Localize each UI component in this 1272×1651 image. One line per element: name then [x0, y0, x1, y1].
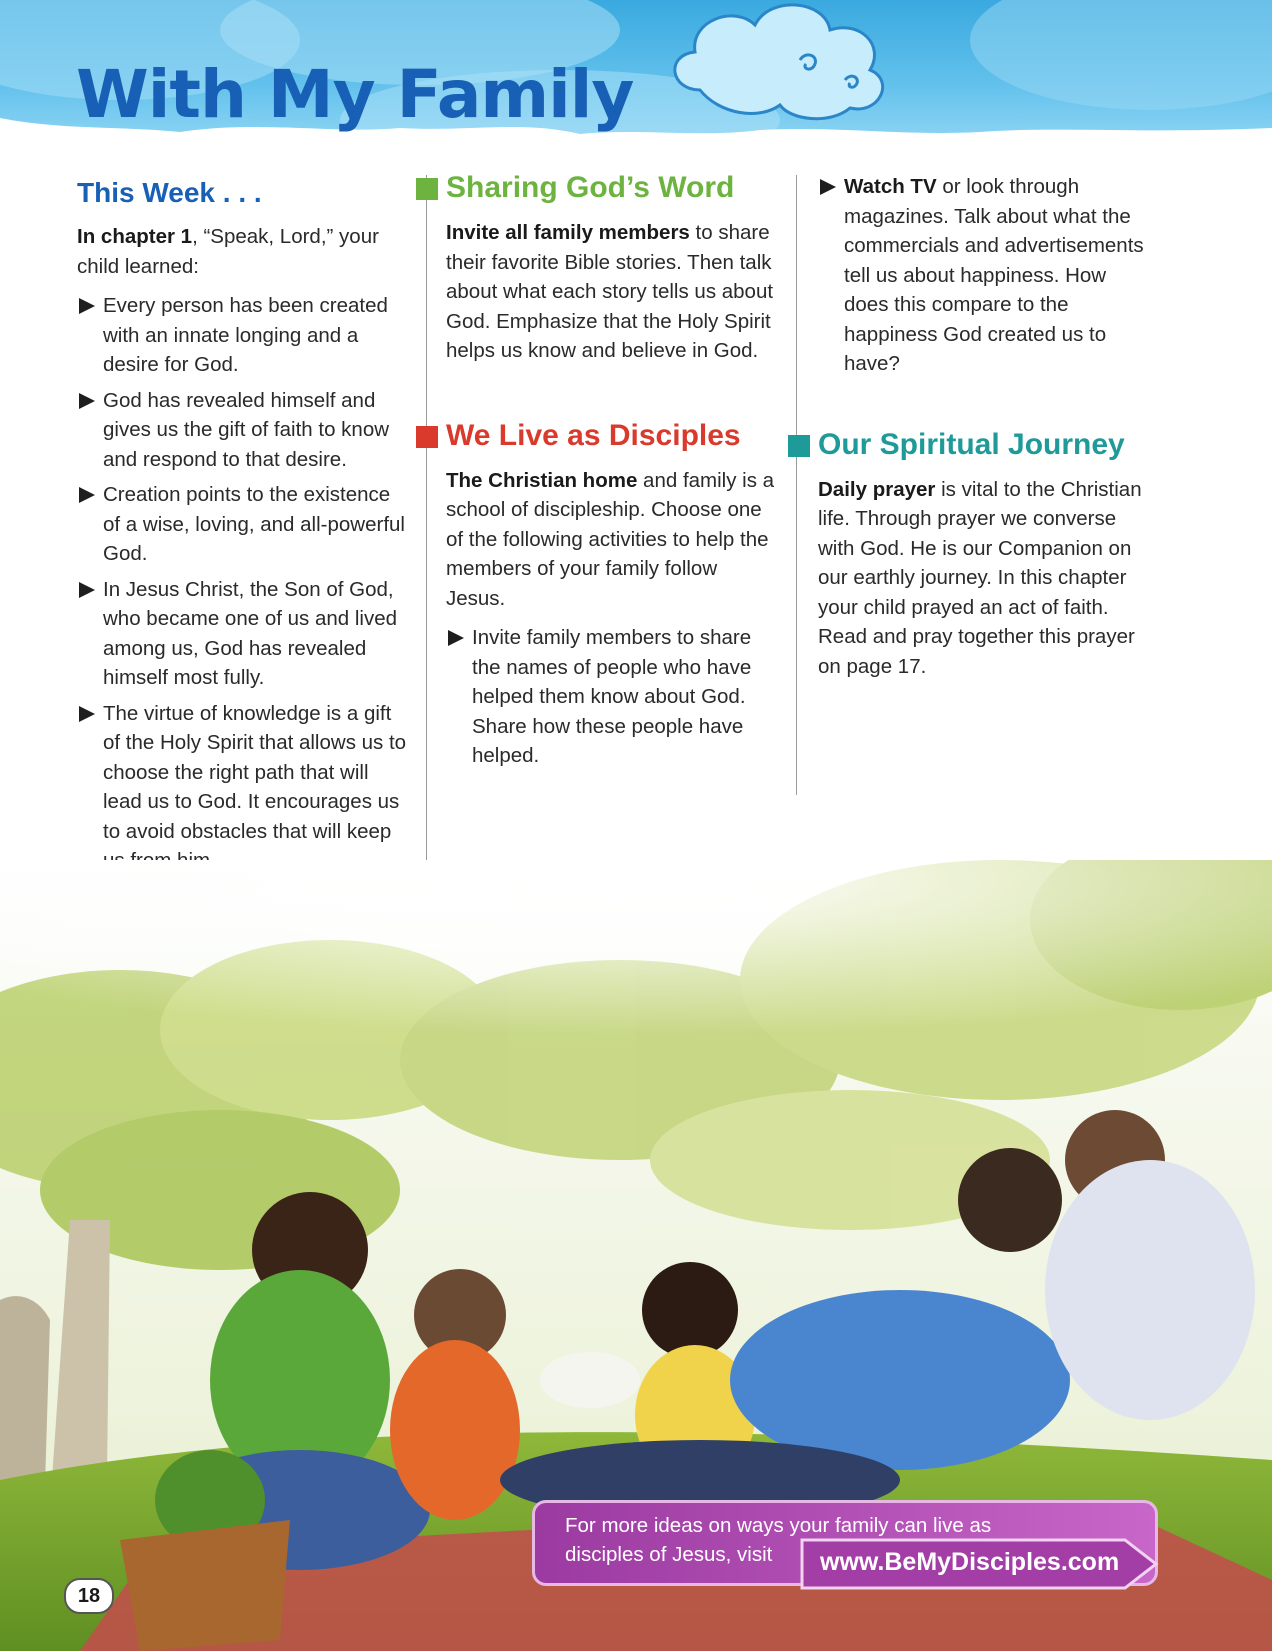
column-divider — [796, 175, 797, 795]
banner-text: For more ideas on ways your family can live as disciples of Jesus, visit — [565, 1514, 992, 1566]
triangle-bullet-icon — [79, 298, 95, 314]
disciples-text: The Christian home and family is a school of discipleship. Choose one of the following activities to help the members of your family follow Jesus. — [446, 468, 775, 610]
list-item: The virtue of knowledge is a gift of the Holy Spirit that allows us to choose the right path that will lead us to God. It encourages us to avoid obstacles that will keep — [77, 699, 412, 876]
page-number: 18 — [64, 1578, 114, 1614]
teal-square-icon — [788, 435, 810, 457]
red-square-icon — [416, 426, 438, 448]
this-week-bullets — [77, 291, 412, 876]
right-column — [818, 170, 1148, 681]
this-week-intro: In chapter 1, “Speak, Lord,” your child learned: — [77, 225, 379, 278]
list-item: Invite family members to share the names of people who have helped them know about God. Share how these people have helped. — [446, 623, 776, 771]
triangle-bullet-icon — [820, 179, 836, 195]
disciples-bullets-cont — [818, 172, 1148, 379]
list-item: God has revealed himself and gives us the gift of faith to know and respond to that desire. — [77, 386, 412, 475]
triangle-bullet-icon — [79, 582, 95, 598]
page-title: With My Family — [76, 56, 634, 133]
disciples-bullets — [446, 623, 776, 771]
website-link[interactable]: www.BeMyDisciples.com — [820, 1548, 1120, 1576]
sharing-heading: Sharing God’s Word — [446, 170, 776, 206]
triangle-bullet-icon — [79, 487, 95, 503]
triangle-bullet-icon — [79, 706, 95, 722]
green-square-icon — [416, 178, 438, 200]
triangle-bullet-icon — [79, 393, 95, 409]
middle-column — [446, 170, 776, 777]
disciples-heading: We Live as Disciples — [446, 418, 776, 454]
list-item: Watch TV or look through magazines. Talk about what the commercials and advertisements tell us about happiness. How does this compare to the happiness God created us to have? — [818, 172, 1148, 379]
list-item: Creation points to the existence of a wise, loving, and all-powerful God. — [77, 480, 412, 569]
triangle-bullet-icon — [448, 630, 464, 646]
sharing-text: Invite all family members to share their favorite Bible stories. Then talk about what each story tells us about God. Emphasize that the Holy Spirit helps us know and believe in God. — [446, 221, 774, 362]
list-item: In Jesus Christ, the Son of God, who became one of us and lived among us, God has revealed himself most fully. — [77, 575, 412, 693]
journey-text: Daily prayer is vital to the Christian life. Through prayer we converse with God. He is our Companion on our earthly journey. In this chapter your child prayed an act of faith. Read and pray together this prayer on page 17. — [818, 477, 1142, 678]
header-sky-banner — [0, 0, 1272, 140]
journey-heading: Our Spiritual Journey — [818, 427, 1148, 463]
this-week-heading: This Week . . . — [77, 177, 262, 208]
list-item: Every person has been created with an innate longing and a desire for God. — [77, 291, 412, 380]
